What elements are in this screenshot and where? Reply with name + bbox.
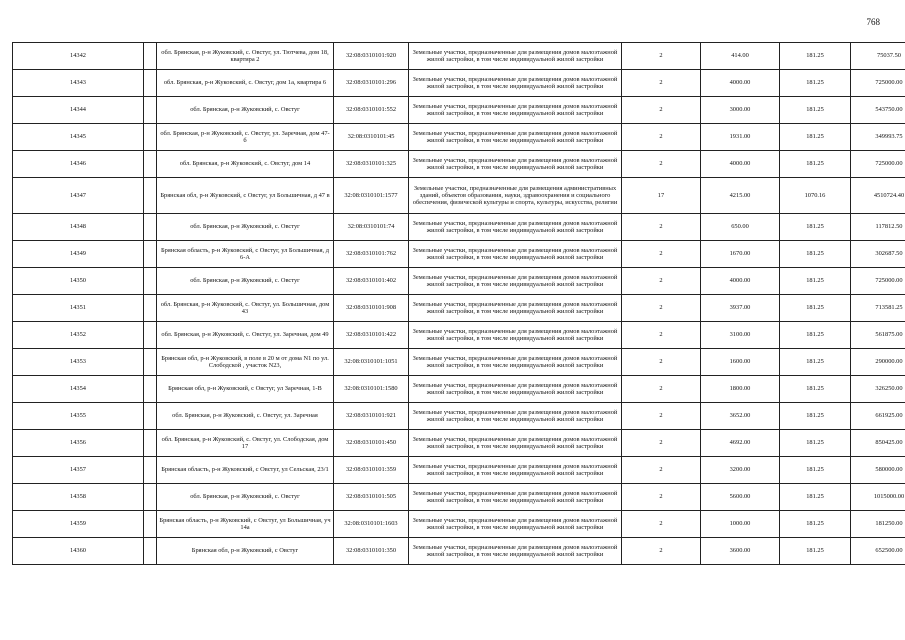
- row-number: 14345: [13, 124, 144, 151]
- cadastral-number-cell: 32:08:0310101:762: [334, 241, 409, 268]
- column-gap: [144, 214, 157, 241]
- cadastral-value-cell: 1015000.00: [851, 484, 905, 511]
- specific-value-cell: 181.25: [780, 214, 851, 241]
- land-use-cell: Земельные участки, предназначенные для размещения домов малоэтажной жилой застройки, в том числе индивидуальной жилой застройки: [409, 97, 622, 124]
- specific-value-cell: 181.25: [780, 70, 851, 97]
- use-group-cell: 17: [622, 178, 701, 214]
- area-cell: 1800.00: [701, 376, 780, 403]
- cadastral-number-cell: 32:08:0310101:450: [334, 430, 409, 457]
- row-number: 14350: [13, 268, 144, 295]
- column-gap: [144, 97, 157, 124]
- area-cell: 1600.00: [701, 349, 780, 376]
- use-group-cell: 2: [622, 124, 701, 151]
- specific-value-cell: 181.25: [780, 295, 851, 322]
- column-gap: [144, 151, 157, 178]
- row-number: 14360: [13, 538, 144, 565]
- use-group-cell: 2: [622, 376, 701, 403]
- table-row: [13, 124, 905, 151]
- cadastral-number-cell: 32:08:0310101:921: [334, 403, 409, 430]
- specific-value-cell: 181.25: [780, 151, 851, 178]
- address-cell: обл. Брянская, р-н Жуковский, с. Овстуг: [157, 214, 334, 241]
- address-cell: обл. Брянская, р-н Жуковский, с. Овстуг, дом 14: [157, 151, 334, 178]
- area-cell: 3652.00: [701, 403, 780, 430]
- use-group-cell: 2: [622, 70, 701, 97]
- specific-value-cell: 181.25: [780, 43, 851, 70]
- table-row: [13, 241, 905, 268]
- cadastral-value-cell: 543750.00: [851, 97, 905, 124]
- address-cell: обл. Брянская, р-н Жуковский, с. Овстуг, ул. Тютчева, дом 18, квартира 2: [157, 43, 334, 70]
- row-number: 14344: [13, 97, 144, 124]
- address-cell: Брянская обл, р-н Жуковский, с Овстуг: [157, 538, 334, 565]
- cadastral-value-table: [12, 42, 905, 565]
- land-use-cell: Земельные участки, предназначенные для размещения домов малоэтажной жилой застройки, в том числе индивидуальной жилой застройки: [409, 349, 622, 376]
- table-row: [13, 70, 905, 97]
- row-number: 14356: [13, 430, 144, 457]
- table-row: [13, 403, 905, 430]
- table-row: [13, 484, 905, 511]
- specific-value-cell: 181.25: [780, 349, 851, 376]
- area-cell: 5600.00: [701, 484, 780, 511]
- table-row: [13, 268, 905, 295]
- use-group-cell: 2: [622, 349, 701, 376]
- cadastral-value-cell: 725000.00: [851, 151, 905, 178]
- use-group-cell: 2: [622, 268, 701, 295]
- column-gap: [144, 457, 157, 484]
- specific-value-cell: 181.25: [780, 511, 851, 538]
- column-gap: [144, 124, 157, 151]
- specific-value-cell: 1070.16: [780, 178, 851, 214]
- table-row: [13, 457, 905, 484]
- area-cell: 3600.00: [701, 538, 780, 565]
- cadastral-number-cell: 32:08:0310101:45: [334, 124, 409, 151]
- specific-value-cell: 181.25: [780, 538, 851, 565]
- column-gap: [144, 295, 157, 322]
- use-group-cell: 2: [622, 97, 701, 124]
- specific-value-cell: 181.25: [780, 322, 851, 349]
- row-number: 14357: [13, 457, 144, 484]
- specific-value-cell: 181.25: [780, 430, 851, 457]
- row-number: 14354: [13, 376, 144, 403]
- use-group-cell: 2: [622, 457, 701, 484]
- column-gap: [144, 322, 157, 349]
- land-use-cell: Земельные участки, предназначенные для размещения домов малоэтажной жилой застройки, в том числе индивидуальной жилой застройки: [409, 403, 622, 430]
- land-use-cell: Земельные участки, предназначенные для размещения домов малоэтажной жилой застройки, в том числе индивидуальной жилой застройки: [409, 43, 622, 70]
- cadastral-number-cell: 32:08:0310101:1051: [334, 349, 409, 376]
- area-cell: 4000.00: [701, 151, 780, 178]
- land-use-cell: Земельные участки, предназначенные для размещения домов малоэтажной жилой застройки, в том числе индивидуальной жилой застройки: [409, 511, 622, 538]
- area-cell: 1000.00: [701, 511, 780, 538]
- table-row: [13, 295, 905, 322]
- area-cell: 1670.00: [701, 241, 780, 268]
- specific-value-cell: 181.25: [780, 97, 851, 124]
- table-row: [13, 376, 905, 403]
- column-gap: [144, 178, 157, 214]
- cadastral-value-cell: 349993.75: [851, 124, 905, 151]
- use-group-cell: 2: [622, 322, 701, 349]
- row-number: 14347: [13, 178, 144, 214]
- cadastral-number-cell: 32:08:0310101:1580: [334, 376, 409, 403]
- specific-value-cell: 181.25: [780, 268, 851, 295]
- land-use-cell: Земельные участки, предназначенные для размещения домов малоэтажной жилой застройки, в том числе индивидуальной жилой застройки: [409, 457, 622, 484]
- table-row: [13, 178, 905, 214]
- address-cell: обл. Брянская, р-н Жуковский, с. Овстуг: [157, 97, 334, 124]
- cadastral-number-cell: 32:08:0310101:350: [334, 538, 409, 565]
- cadastral-value-cell: 661925.00: [851, 403, 905, 430]
- specific-value-cell: 181.25: [780, 403, 851, 430]
- cadastral-value-cell: 117812.50: [851, 214, 905, 241]
- cadastral-value-cell: 75037.50: [851, 43, 905, 70]
- address-cell: обл. Брянская, р-н Жуковский, с. Овстуг, ул. Заречная: [157, 403, 334, 430]
- use-group-cell: 2: [622, 43, 701, 70]
- cadastral-number-cell: 32:08:0310101:359: [334, 457, 409, 484]
- area-cell: 3000.00: [701, 97, 780, 124]
- address-cell: обл. Брянская, р-н Жуковский, с. Овстуг, дом 1а, квартира 6: [157, 70, 334, 97]
- use-group-cell: 2: [622, 151, 701, 178]
- land-use-cell: Земельные участки, предназначенные для размещения домов малоэтажной жилой застройки, в том числе индивидуальной жилой застройки: [409, 430, 622, 457]
- specific-value-cell: 181.25: [780, 457, 851, 484]
- specific-value-cell: 181.25: [780, 376, 851, 403]
- use-group-cell: 2: [622, 430, 701, 457]
- cadastral-value-cell: 290000.00: [851, 349, 905, 376]
- area-cell: 3200.00: [701, 457, 780, 484]
- table-row: [13, 43, 905, 70]
- use-group-cell: 2: [622, 403, 701, 430]
- area-cell: 414.00: [701, 43, 780, 70]
- specific-value-cell: 181.25: [780, 484, 851, 511]
- cadastral-value-cell: 326250.00: [851, 376, 905, 403]
- area-cell: 650.00: [701, 214, 780, 241]
- use-group-cell: 2: [622, 511, 701, 538]
- row-number: 14346: [13, 151, 144, 178]
- cadastral-number-cell: 32:08:0310101:74: [334, 214, 409, 241]
- land-use-cell: Земельные участки, предназначенные для размещения домов малоэтажной жилой застройки, в том числе индивидуальной жилой застройки: [409, 214, 622, 241]
- address-cell: обл. Брянская, р-н Жуковский, с. Овстуг, ул. Большичная, дом 43: [157, 295, 334, 322]
- land-use-cell: Земельные участки, предназначенные для размещения домов малоэтажной жилой застройки, в том числе индивидуальной жилой застройки: [409, 124, 622, 151]
- column-gap: [144, 538, 157, 565]
- column-gap: [144, 43, 157, 70]
- cadastral-number-cell: 32:08:0310101:402: [334, 268, 409, 295]
- land-use-cell: Земельные участки, предназначенные для размещения домов малоэтажной жилой застройки, в том числе индивидуальной жилой застройки: [409, 376, 622, 403]
- use-group-cell: 2: [622, 241, 701, 268]
- address-cell: Брянская обл, р-н Жуковский, с Овстуг, ул Большичная, д 47 в: [157, 178, 334, 214]
- land-use-cell: Земельные участки, предназначенные для размещения домов малоэтажной жилой застройки, в том числе индивидуальной жилой застройки: [409, 295, 622, 322]
- cadastral-value-cell: 652500.00: [851, 538, 905, 565]
- cadastral-value-cell: 725000.00: [851, 268, 905, 295]
- column-gap: [144, 511, 157, 538]
- column-gap: [144, 403, 157, 430]
- use-group-cell: 2: [622, 484, 701, 511]
- use-group-cell: 2: [622, 295, 701, 322]
- row-number: 14351: [13, 295, 144, 322]
- cadastral-number-cell: 32:08:0310101:908: [334, 295, 409, 322]
- page-number: 768: [866, 17, 880, 27]
- address-cell: Брянская область, р-н Жуковский, с Овстуг, ул Сельская, 23/1: [157, 457, 334, 484]
- use-group-cell: 2: [622, 538, 701, 565]
- land-use-cell: Земельные участки, предназначенные для размещения домов малоэтажной жилой застройки, в том числе индивидуальной жилой застройки: [409, 241, 622, 268]
- cadastral-number-cell: 32:08:0310101:1603: [334, 511, 409, 538]
- address-cell: обл. Брянская, р-н Жуковский, с. Овстуг, ул. Заречная, дом 47-б: [157, 124, 334, 151]
- address-cell: Брянская обл, р-н Жуковский, с Овстуг, ул Заречная, 1-В: [157, 376, 334, 403]
- row-number: 14358: [13, 484, 144, 511]
- address-cell: обл. Брянская, р-н Жуковский, с. Овстуг: [157, 484, 334, 511]
- column-gap: [144, 430, 157, 457]
- cadastral-number-cell: 32:08:0310101:505: [334, 484, 409, 511]
- table-row: [13, 511, 905, 538]
- area-cell: 1931.00: [701, 124, 780, 151]
- cadastral-number-cell: 32:08:0310101:552: [334, 97, 409, 124]
- cadastral-value-cell: 725000.00: [851, 70, 905, 97]
- row-number: 14342: [13, 43, 144, 70]
- column-gap: [144, 376, 157, 403]
- row-number: 14343: [13, 70, 144, 97]
- row-number: 14352: [13, 322, 144, 349]
- area-cell: 3937.00: [701, 295, 780, 322]
- address-cell: обл. Брянская, р-н Жуковский, с. Овстуг, ул. Заречная, дом 49: [157, 322, 334, 349]
- column-gap: [144, 268, 157, 295]
- area-cell: 4000.00: [701, 70, 780, 97]
- land-use-cell: Земельные участки, предназначенные для размещения домов малоэтажной жилой застройки, в том числе индивидуальной жилой застройки: [409, 268, 622, 295]
- column-gap: [144, 241, 157, 268]
- use-group-cell: 2: [622, 214, 701, 241]
- table-row: [13, 97, 905, 124]
- specific-value-cell: 181.25: [780, 124, 851, 151]
- row-number: 14349: [13, 241, 144, 268]
- cadastral-number-cell: 32:08:0310101:1577: [334, 178, 409, 214]
- land-use-cell: Земельные участки, предназначенные для размещения домов малоэтажной жилой застройки, в том числе индивидуальной жилой застройки: [409, 151, 622, 178]
- table-row: [13, 322, 905, 349]
- address-cell: Брянская область, р-н Жуковский, с Овстуг, ул Большичная, уч 14а: [157, 511, 334, 538]
- row-number: 14355: [13, 403, 144, 430]
- row-number: 14353: [13, 349, 144, 376]
- area-cell: 4215.00: [701, 178, 780, 214]
- cadastral-number-cell: 32:08:0310101:920: [334, 43, 409, 70]
- column-gap: [144, 349, 157, 376]
- cadastral-number-cell: 32:08:0310101:325: [334, 151, 409, 178]
- table-row: [13, 538, 905, 565]
- area-cell: 4692.00: [701, 430, 780, 457]
- land-use-cell: Земельные участки, предназначенные для размещения административных зданий, объектов образования, науки, здравоохранения и социального обеспечения, физической культуры и спорта, культуры, искусства, религии: [409, 178, 622, 214]
- cadastral-value-cell: 181250.00: [851, 511, 905, 538]
- address-cell: обл. Брянская, р-н Жуковский, с. Овстуг: [157, 268, 334, 295]
- cadastral-value-cell: 4510724.40: [851, 178, 905, 214]
- row-number: 14359: [13, 511, 144, 538]
- table-row: [13, 151, 905, 178]
- address-cell: Брянская обл, р-н Жуковский, в поле в 20 м от дома N1 по ул. Слободской , участок N23,: [157, 349, 334, 376]
- table-body: [13, 43, 905, 565]
- column-gap: [144, 484, 157, 511]
- area-cell: 3100.00: [701, 322, 780, 349]
- land-use-cell: Земельные участки, предназначенные для размещения домов малоэтажной жилой застройки, в том числе индивидуальной жилой застройки: [409, 322, 622, 349]
- address-cell: обл. Брянская, р-н Жуковский, с. Овстуг, ул. Слободская, дом 17: [157, 430, 334, 457]
- land-use-cell: Земельные участки, предназначенные для размещения домов малоэтажной жилой застройки, в том числе индивидуальной жилой застройки: [409, 538, 622, 565]
- cadastral-value-cell: 302687.50: [851, 241, 905, 268]
- table-row: [13, 430, 905, 457]
- cadastral-value-cell: 850425.00: [851, 430, 905, 457]
- area-cell: 4000.00: [701, 268, 780, 295]
- row-number: 14348: [13, 214, 144, 241]
- cadastral-number-cell: 32:08:0310101:296: [334, 70, 409, 97]
- table-row: [13, 349, 905, 376]
- cadastral-value-cell: 580000.00: [851, 457, 905, 484]
- address-cell: Брянская область, р-н Жуковский, с Овстуг, ул Большичная, д 6-А: [157, 241, 334, 268]
- cadastral-value-cell: 561875.00: [851, 322, 905, 349]
- cadastral-number-cell: 32:08:0310101:422: [334, 322, 409, 349]
- table-row: [13, 214, 905, 241]
- land-use-cell: Земельные участки, предназначенные для размещения домов малоэтажной жилой застройки, в том числе индивидуальной жилой застройки: [409, 484, 622, 511]
- column-gap: [144, 70, 157, 97]
- land-use-cell: Земельные участки, предназначенные для размещения домов малоэтажной жилой застройки, в том числе индивидуальной жилой застройки: [409, 70, 622, 97]
- specific-value-cell: 181.25: [780, 241, 851, 268]
- cadastral-value-cell: 713581.25: [851, 295, 905, 322]
